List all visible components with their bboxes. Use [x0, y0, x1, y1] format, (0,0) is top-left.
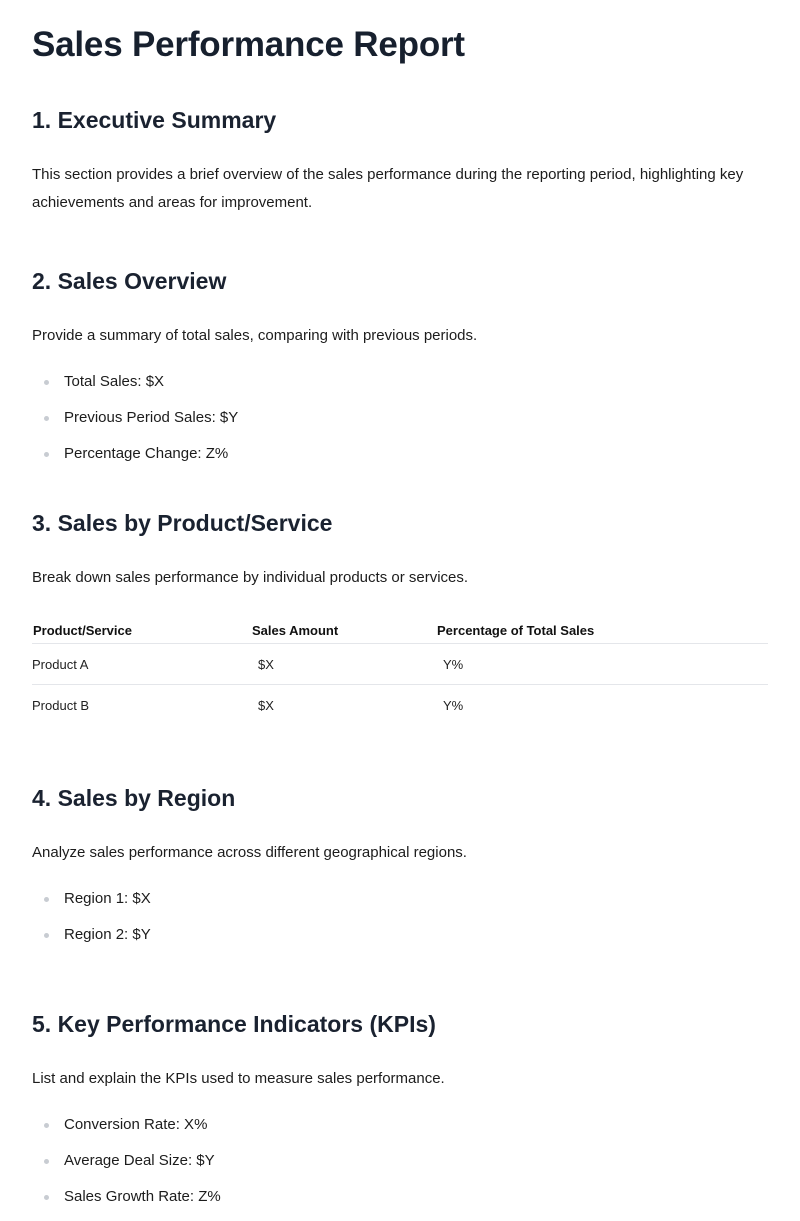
- bullet-icon: [44, 933, 49, 938]
- table-header-product: Product/Service: [32, 618, 251, 644]
- list-item: [32, 1149, 768, 1185]
- table-cell-sales-amount: $X: [258, 697, 274, 713]
- list-item: [32, 406, 768, 442]
- section-heading-sales-overview: 2. Sales Overview: [32, 268, 227, 294]
- list-item-text: Average Deal Size: $Y: [64, 1152, 215, 1169]
- bullet-icon: [44, 1123, 49, 1128]
- list-item: [32, 1185, 768, 1221]
- list-item-text: Previous Period Sales: $Y: [64, 409, 239, 426]
- sales-by-region-list: [32, 887, 768, 959]
- bullet-icon: [44, 1195, 49, 1200]
- list-item: [32, 887, 768, 923]
- list-item: [32, 1113, 768, 1149]
- list-item-text: Region 2: $Y: [64, 926, 151, 943]
- section-text-sales-by-product: Break down sales performance by individual products or services.: [32, 569, 469, 586]
- table-row: [32, 685, 768, 726]
- bullet-icon: [44, 452, 49, 457]
- table-header-percentage: Percentage of Total Sales: [436, 618, 768, 644]
- table-cell-product: Product A: [32, 644, 251, 685]
- list-item-text: Sales Growth Rate: Z%: [64, 1188, 221, 1205]
- table-row: [32, 644, 768, 685]
- sales-by-product-table: [32, 618, 768, 725]
- table-header-row: [32, 618, 768, 644]
- table-cell-product: Product B: [32, 697, 90, 713]
- section-heading-sales-by-region: 4. Sales by Region: [32, 785, 236, 811]
- section-heading-kpis: 5. Key Performance Indicators (KPIs): [32, 1011, 436, 1037]
- bullet-icon: [44, 416, 49, 421]
- section-heading-executive-summary: 1. Executive Summary: [32, 107, 277, 133]
- section-text-executive-summary: This section provides a brief overview of the sales performance during the reporting period, highlighting key achievements and areas for improvement.: [32, 166, 744, 211]
- section-text-sales-by-region: Analyze sales performance across different geographical regions.: [32, 844, 467, 861]
- bullet-icon: [44, 897, 49, 902]
- list-item-text: Percentage Change: Z%: [64, 445, 229, 462]
- table-cell-percentage: Y%: [443, 697, 464, 713]
- kpi-list: [32, 1113, 768, 1221]
- table-header-sales-amount: Sales Amount: [251, 618, 436, 644]
- bullet-icon: [44, 380, 49, 385]
- page-title: Sales Performance Report: [32, 25, 465, 64]
- table-cell-sales-amount: $X: [251, 644, 436, 685]
- section-text-kpis: List and explain the KPIs used to measure sales performance.: [32, 1070, 445, 1087]
- list-item: [32, 442, 768, 478]
- section-heading-sales-by-product: 3. Sales by Product/Service: [32, 510, 333, 536]
- list-item: [32, 370, 768, 406]
- table-cell-percentage: Y%: [436, 644, 768, 685]
- list-item-text: Total Sales: $X: [64, 373, 165, 390]
- bullet-icon: [44, 1159, 49, 1164]
- list-item-text: Conversion Rate: X%: [64, 1116, 208, 1133]
- sales-overview-list: [32, 370, 768, 478]
- list-item: [32, 923, 768, 959]
- list-item-text: Region 1: $X: [64, 890, 151, 907]
- section-text-sales-overview: Provide a summary of total sales, comparing with previous periods.: [32, 327, 478, 344]
